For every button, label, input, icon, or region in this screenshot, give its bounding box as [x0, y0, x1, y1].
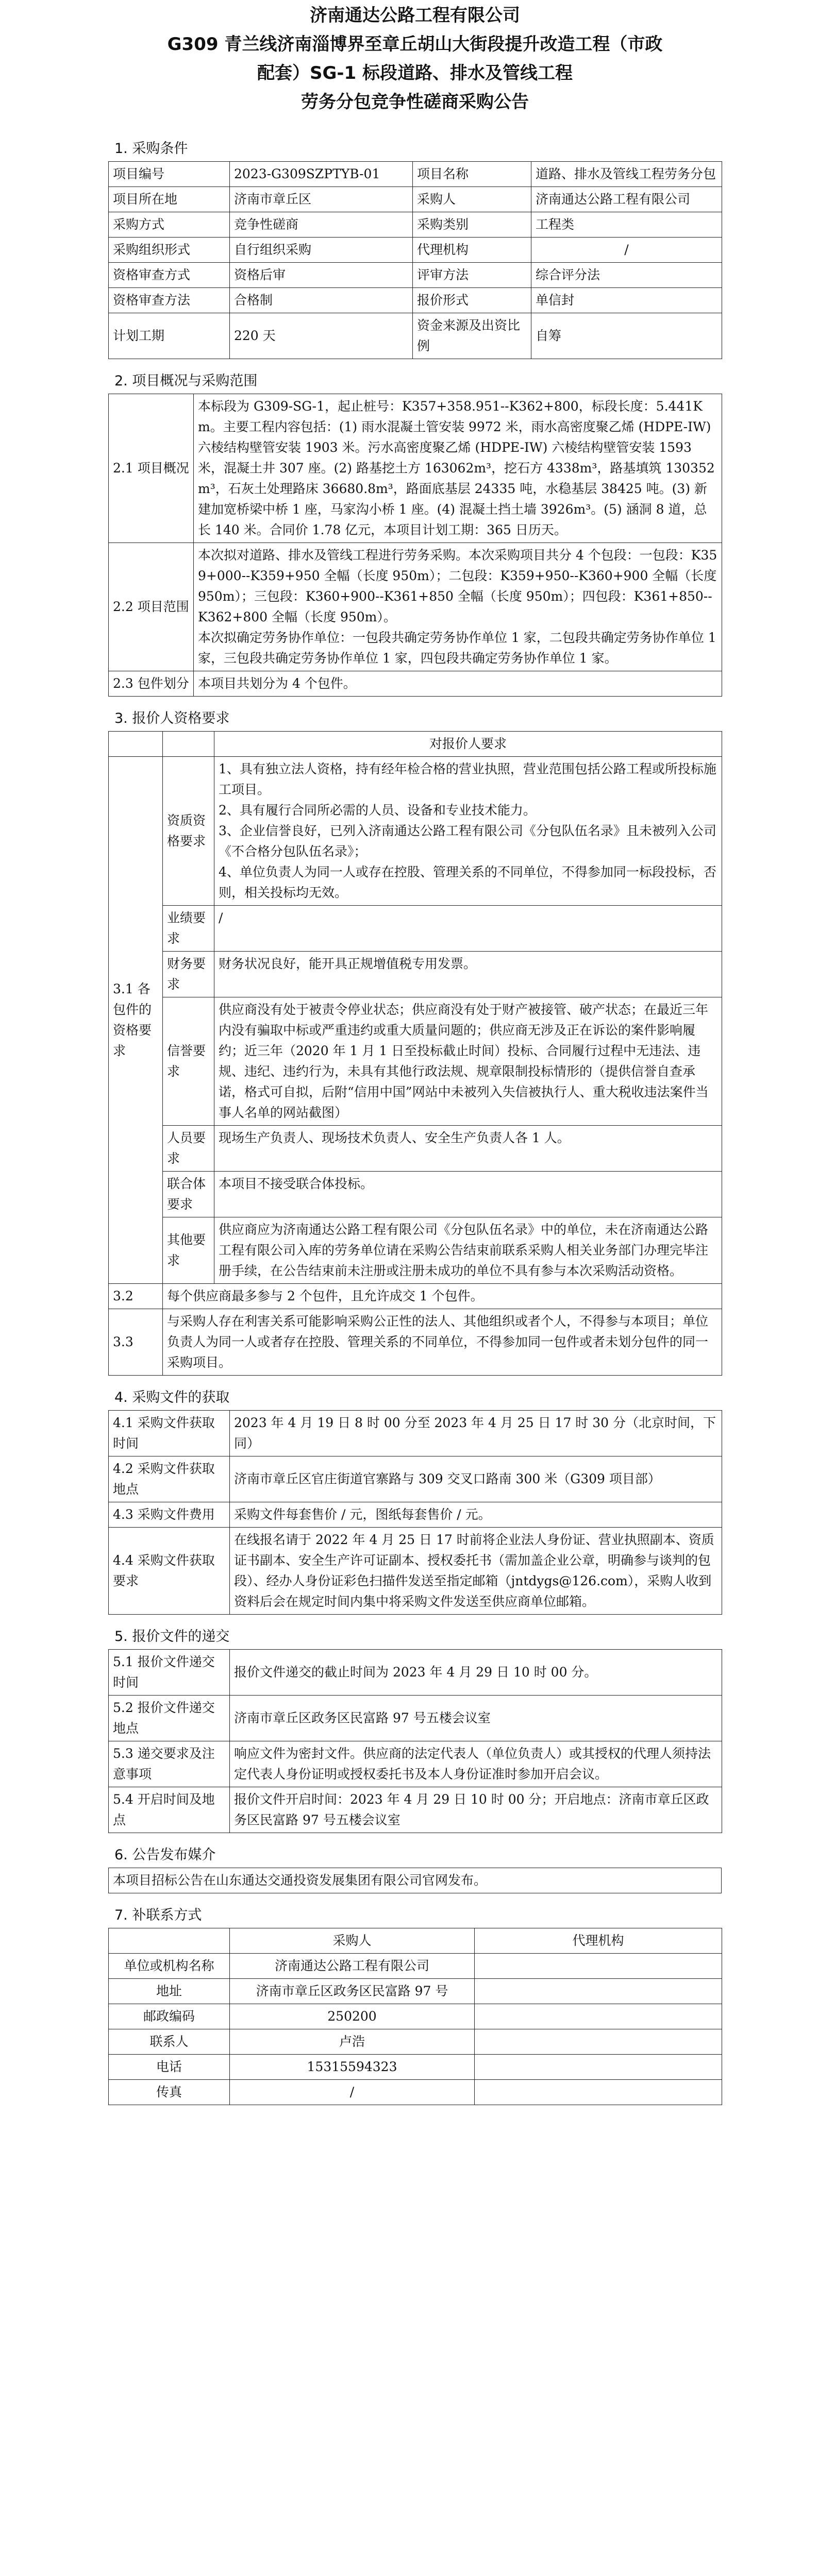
- field-label: 资格审查方法: [109, 288, 230, 313]
- table-row: [109, 1650, 722, 1696]
- field-value: 220 天: [230, 313, 413, 359]
- table-row: [109, 1787, 722, 1833]
- agency-value: [475, 1954, 722, 1979]
- field-value: 自行组织采购: [230, 238, 413, 263]
- field-label: 评审方法: [413, 263, 531, 288]
- table-row: [109, 1528, 722, 1615]
- item-value: 济南市章丘区政务区民富路 97 号五楼会议室: [230, 1696, 722, 1741]
- item-label: 5.4 开启时间及地点: [109, 1787, 230, 1833]
- field-value: 竞争性磋商: [230, 212, 413, 238]
- scope-label: 2.2 项目范围: [109, 543, 194, 671]
- table-row: [109, 1411, 722, 1456]
- field-value: 综合评分法: [531, 263, 722, 288]
- purchaser-column-header: 采购人: [230, 1928, 475, 1954]
- table-row: [109, 543, 722, 671]
- item-label: 5.2 报价文件递交地点: [109, 1696, 230, 1741]
- field-value: 济南通达公路工程有限公司: [531, 187, 722, 212]
- section-3-heading: 3. 报价人资格要求: [114, 710, 230, 726]
- field-value: 道路、排水及管线工程劳务分包: [531, 162, 722, 187]
- agency-value: [475, 2080, 722, 2105]
- agency-value: [475, 2029, 722, 2055]
- agency-value: [475, 2004, 722, 2029]
- item-label: 5.1 报价文件递交时间: [109, 1650, 230, 1696]
- table-row: [109, 313, 722, 359]
- contact-label: 单位或机构名称: [109, 1954, 230, 1979]
- field-label: 报价形式: [413, 288, 531, 313]
- field-label: 采购组织形式: [109, 238, 230, 263]
- contact-table: [108, 1928, 722, 2105]
- field-label: 采购方式: [109, 212, 230, 238]
- requirement-label: 信誉要求: [163, 997, 214, 1126]
- requirement-paragraph: 3、企业信誉良好，已列入济南通达公路工程有限公司《分包队伍名录》且未被列入公司《不合格分包队伍名录》；: [219, 823, 716, 859]
- requirement-label: 资质资格要求: [163, 757, 214, 906]
- item-label: 5.3 递交要求及注意事项: [109, 1741, 230, 1787]
- item-value: 响应文件为密封文件。供应商的法定代表人（单位负责人）或其授权的代理人须持法定代表人身份证明或授权委托书及本人身份证准时参加开启会议。: [230, 1741, 722, 1787]
- notice-title: 劳务分包竞争性磋商采购公告: [301, 92, 529, 112]
- item-label: 4.4 采购文件获取要求: [109, 1528, 230, 1615]
- section-7-heading: 7. 补联系方式: [114, 1907, 202, 1923]
- item-value: 采购文件每套售价 / 元，图纸每套售价 / 元。: [230, 1502, 722, 1528]
- purchaser-value: 250200: [230, 2004, 475, 2029]
- contact-label: 邮政编码: [109, 2004, 230, 2029]
- requirement-content: [214, 952, 722, 997]
- table-row: [109, 1979, 722, 2004]
- section-5-heading: 5. 报价文件的递交: [114, 1629, 230, 1645]
- table-row: [109, 212, 722, 238]
- table-row: [109, 671, 722, 697]
- table-row: [109, 263, 722, 288]
- section-6-heading: 6. 公告发布媒介: [114, 1847, 216, 1863]
- item-label: 4.3 采购文件费用: [109, 1502, 230, 1528]
- table-row: [109, 1502, 722, 1528]
- item-value: 济南市章丘区官庄街道官寨路与 309 交叉口路南 300 米（G309 项目部）: [230, 1456, 722, 1502]
- requirement-content: [214, 997, 722, 1126]
- item-value: 2023 年 4 月 19 日 8 时 00 分至 2023 年 4 月 25 日 17 时 30 分（北京时间，下同）: [230, 1411, 722, 1456]
- submission-table: [108, 1649, 722, 1833]
- section-2-heading: 2. 项目概况与采购范围: [114, 373, 258, 389]
- requirement-label: 其他要求: [163, 1217, 214, 1284]
- table-row: [109, 1456, 722, 1502]
- table-row: [109, 906, 722, 952]
- purchaser-value: 济南市章丘区政务区民富路 97 号: [230, 1979, 475, 2004]
- requirement-label: 财务要求: [163, 952, 214, 997]
- notice-page: [108, 0, 722, 2105]
- field-label: 采购类别: [413, 212, 531, 238]
- item-label: 4.2 采购文件获取地点: [109, 1456, 230, 1502]
- qualification-group-label: 3.1 各包件的资格要求: [109, 757, 163, 1284]
- field-value: 自筹: [531, 313, 722, 359]
- table-row: [109, 162, 722, 187]
- table-row: [109, 2080, 722, 2105]
- field-label: 资格审查方式: [109, 263, 230, 288]
- table-row: [109, 2004, 722, 2029]
- package-text: 本项目共划分为 4 个包件。: [194, 671, 722, 697]
- table-row: [109, 1696, 722, 1741]
- requirement-paragraph: 2、具有履行合同所必需的人员、设备和专业技术能力。: [219, 803, 536, 818]
- field-value: 单信封: [531, 288, 722, 313]
- requirement-content: [214, 1172, 722, 1217]
- clause-label: 3.2: [109, 1284, 163, 1309]
- media-text: 本项目招标公告在山东通达交通投资发展集团有限公司官网发布。: [109, 1868, 722, 1893]
- item-value: 报价文件开启时间：2023 年 4 月 29 日 10 时 00 分；开启地点：济南市章丘区政务区民富路 97 号五楼会议室: [230, 1787, 722, 1833]
- clause-text: 每个供应商最多参与 2 个包件，且允许成交 1 个包件。: [163, 1284, 722, 1309]
- field-label: 项目编号: [109, 162, 230, 187]
- requirement-paragraph: 1、具有独立法人资格，持有经年检合格的营业执照，营业范围包括公路工程或所投标施工项目。: [219, 761, 716, 797]
- requirement-content: [214, 757, 722, 906]
- table-row: [109, 394, 722, 543]
- table-row: [109, 288, 722, 313]
- table-row: [109, 1172, 722, 1217]
- project-title-line1: G309 青兰线济南淄博界至章丘胡山大街段提升改造工程（市政: [167, 34, 663, 55]
- field-value: 资格后审: [230, 263, 413, 288]
- field-label: 代理机构: [413, 238, 531, 263]
- contact-label: 联系人: [109, 2029, 230, 2055]
- item-value: 在线报名请于 2022 年 4 月 25 日 17 时前将企业法人身份证、营业执照副本、资质证书副本、安全生产许可证副本、授权委托书（需加盖企业公章，明确参与谈判的包段）、经办人身份证彩色扫描件发送至指定邮箱（jntdygs@126.com），采购人收到资料后会在规定时间内集中将采购文件发送至供应商单位邮箱。: [230, 1528, 722, 1615]
- field-value: /: [531, 238, 722, 263]
- package-label: 2.3 包件划分: [109, 671, 194, 697]
- table-row: [109, 1868, 722, 1893]
- field-value: 2023-G309SZPTYB-01: [230, 162, 413, 187]
- table-row: [109, 997, 722, 1126]
- requirement-paragraph: 现场生产负责人、现场技术负责人、安全生产负责人各 1 人。: [219, 1130, 570, 1145]
- section-1-heading: 1. 采购条件: [114, 141, 188, 157]
- table-row: [109, 187, 722, 212]
- purchaser-value: 卢浩: [230, 2029, 475, 2055]
- table-row: [109, 1741, 722, 1787]
- agency-value: [475, 2055, 722, 2080]
- table-row: [109, 757, 722, 906]
- field-label: 采购人: [413, 187, 531, 212]
- table-row: [109, 1284, 722, 1309]
- clause-label: 3.3: [109, 1309, 163, 1376]
- field-label: 计划工期: [109, 313, 230, 359]
- requirement-label: 业绩要求: [163, 906, 214, 952]
- document-acquisition-table: [108, 1410, 722, 1615]
- requirement-content: [214, 1217, 722, 1284]
- field-value: 工程类: [531, 212, 722, 238]
- scope-paragraph: 本次拟确定劳务协作单位：一包段共确定劳务协作单位 1 家，二包段共确定劳务协作单位 1 家，三包段共确定劳务协作单位 1 家，四包段共确定劳务协作单位 1 家。: [198, 630, 716, 666]
- requirement-paragraph: 4、单位负责人为同一人或存在控股、管理关系的不同单位，不得参加同一标段投标，否则，相关投标均无效。: [219, 865, 716, 900]
- table-row: [109, 732, 722, 757]
- project-title-line2: 配套）SG-1 标段道路、排水及管线工程: [257, 63, 573, 83]
- table-row: [109, 952, 722, 997]
- field-label: 资金来源及出资比例: [413, 313, 531, 359]
- field-value: 济南市章丘区: [230, 187, 413, 212]
- item-value: 报价文件递交的截止时间为 2023 年 4 月 29 日 10 时 00 分。: [230, 1650, 722, 1696]
- agency-column-header: 代理机构: [475, 1928, 722, 1954]
- section-4-heading: 4. 采购文件的获取: [114, 1389, 230, 1405]
- requirement-label: 人员要求: [163, 1126, 214, 1172]
- table-row: [109, 1928, 722, 1954]
- table-row: [109, 1217, 722, 1284]
- table-row: [109, 1309, 722, 1376]
- contact-label: 传真: [109, 2080, 230, 2105]
- field-value: 合格制: [230, 288, 413, 313]
- agency-value: [475, 1979, 722, 2004]
- purchaser-value: 济南通达公路工程有限公司: [230, 1954, 475, 1979]
- overview-label: 2.1 项目概况: [109, 394, 194, 543]
- overview-text: 本标段为 G309-SG-1，起止桩号：K357+358.951--K362+800，标段长度：5.441Km。主要工程内容包括：(1) 雨水混凝土管安装 9972 米，雨水高密度聚乙烯 (HDPE-IW) 六棱结构壁管安装 1903 米。污水高密度聚乙烯 (HDPE-IW) 六棱结构壁管安装 1593 米，混凝土井 307 座。(2) 路基挖土方 163062m³，挖石方 4338m³，路基填筑 130352m³，石灰土处理路床 36680.8m³，路面底基层 24335 吨，水稳基层 38425 吨。(3) 新建加宽桥梁中桥 1 座，马家沟小桥 1 座。(4) 混凝土挡土墙 3926m³。(5) 涵洞 8 道，总长 140 米。合同价 1.78 亿元，本项目计划工期：365 日历天。: [194, 394, 722, 543]
- project-overview-table: [108, 394, 722, 697]
- field-label: 项目名称: [413, 162, 531, 187]
- table-row: [109, 1954, 722, 1979]
- requirement-content: [214, 906, 722, 952]
- media-table: [108, 1868, 722, 1893]
- scope-paragraph: 本次拟对道路、排水及管线工程进行劳务采购。本次采购项目共分 4 个包段：一包段：K359+000--K359+950 全幅（长度 950m）；二包段：K359+950--K360+900 全幅（长度 950m）；三包段：K360+900--K361+850 全幅（长度 950m）；四包段：K361+850--K362+800 全幅（长度 950m）。: [198, 548, 717, 624]
- requirement-paragraph: 本项目不接受联合体投标。: [219, 1176, 374, 1191]
- item-label: 4.1 采购文件获取时间: [109, 1411, 230, 1456]
- requirement-label: 联合体要求: [163, 1172, 214, 1217]
- contact-label: 电话: [109, 2055, 230, 2080]
- requirement-paragraph: 供应商没有处于被责令停业状态；供应商没有处于财产被接管、破产状态；在最近三年内没有骗取中标或严重违约或重大质量问题的；供应商无涉及正在诉讼的案件影响履约；近三年（2020 年 1 月 1 日至投标截止时间）投标、合同履行过程中无违法、违规、违纪、违约行为，未具有其他行政法规、规章限制投标情形的（提供信誉自查承诺，格式可自拟，后附“信用中国”网站中未被列入失信被执行人、重大税收违法案件当事人名单的网站截图）: [219, 1002, 709, 1120]
- requirement-content: [214, 1126, 722, 1172]
- table-row: [109, 1126, 722, 1172]
- purchaser-value: 15315594323: [230, 2055, 475, 2080]
- table-row: [109, 2055, 722, 2080]
- table-row: [109, 2029, 722, 2055]
- qualification-table: [108, 731, 722, 1376]
- clause-text: 与采购人存在利害关系可能影响采购公正性的法人、其他组织或者个人，不得参与本项目；单位负责人为同一人或者存在控股、管理关系的不同单位，不得参加同一包件或者未划分包件的同一采购项目。: [163, 1309, 722, 1376]
- purchase-conditions-table: [108, 161, 722, 359]
- contact-label: 地址: [109, 1979, 230, 2004]
- field-label: 项目所在地: [109, 187, 230, 212]
- table-row: [109, 238, 722, 263]
- requirements-header: 对报价人要求: [214, 732, 722, 757]
- requirement-paragraph: 供应商应为济南通达公路工程有限公司《分包队伍名录》中的单位，未在济南通达公路工程有限公司入库的劳务单位请在采购公告结束前联系采购人相关业务部门办理完毕注册手续，在公告结束前未注册或注册未成功的单位不具有参与本次采购活动资格。: [219, 1222, 709, 1278]
- company-title: 济南通达公路工程有限公司: [310, 5, 520, 26]
- scope-cell: [194, 543, 722, 671]
- requirement-paragraph: 财务状况良好，能开具正规增值税专用发票。: [219, 956, 477, 971]
- purchaser-value: /: [230, 2080, 475, 2105]
- requirement-paragraph: /: [219, 910, 223, 925]
